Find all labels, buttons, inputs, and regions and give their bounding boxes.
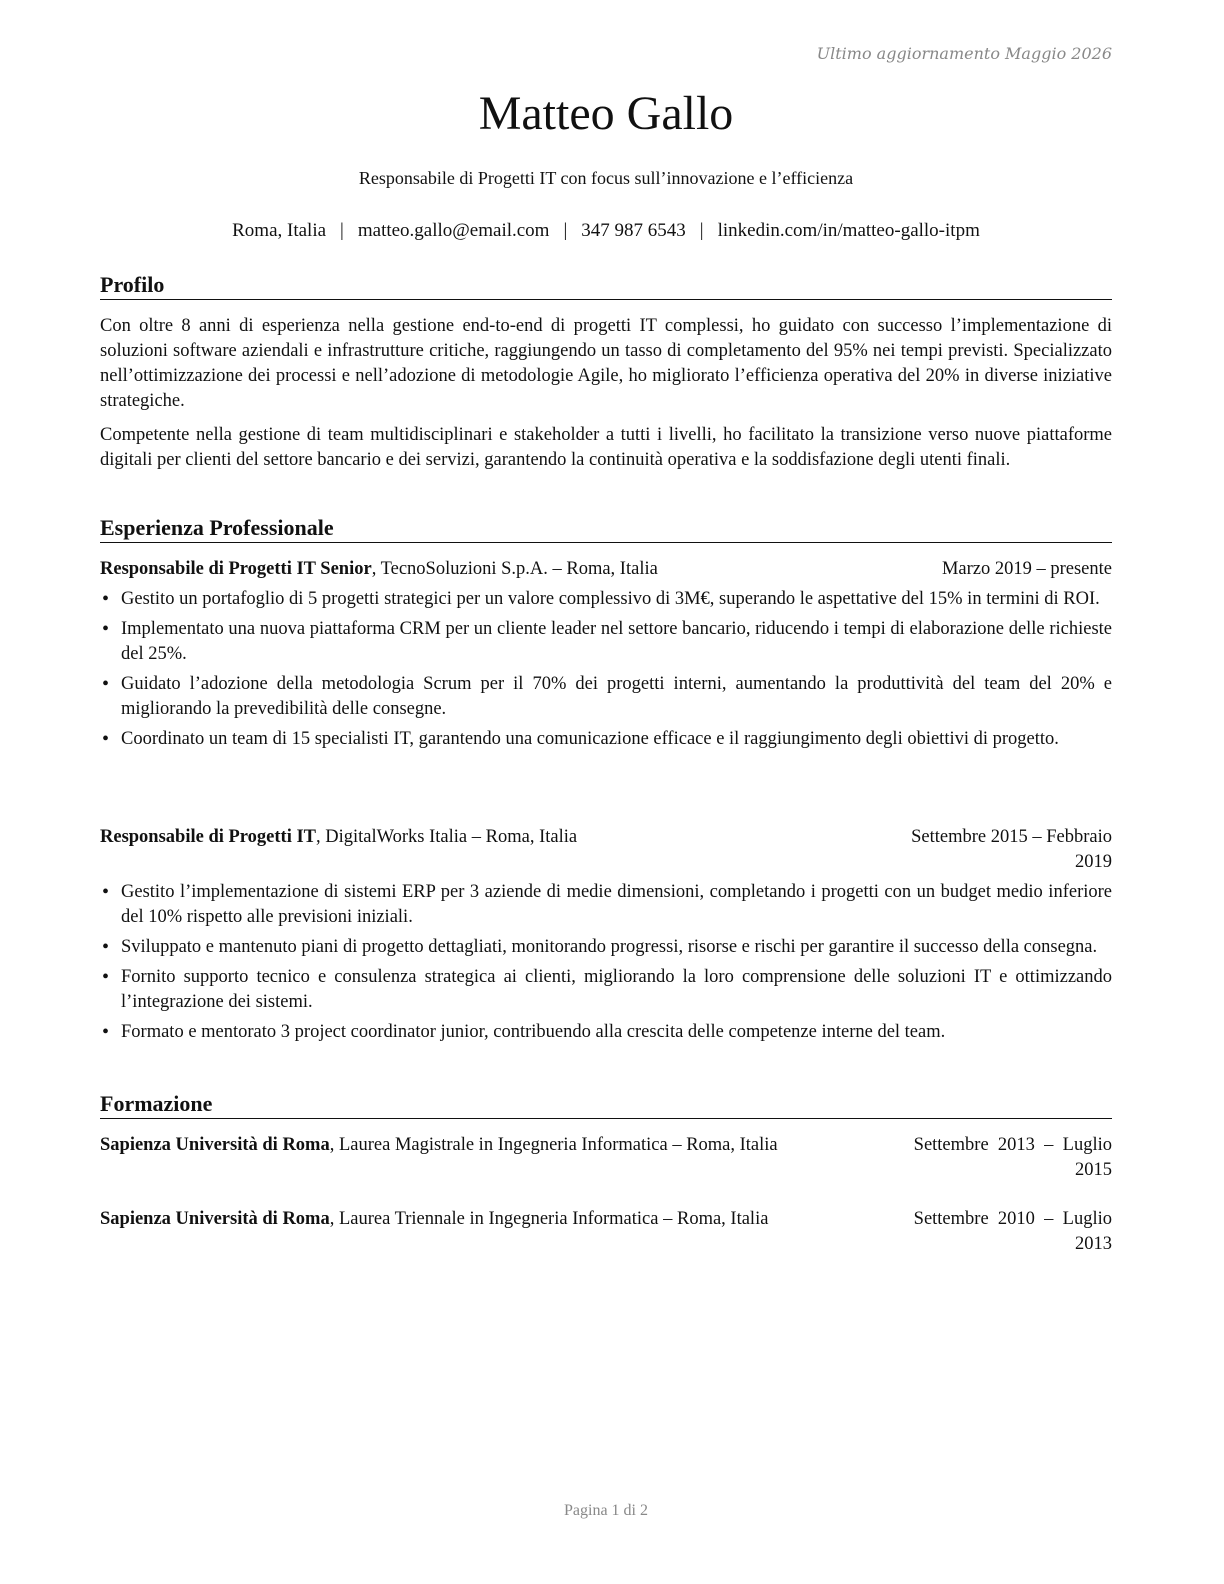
candidate-name: Matteo Gallo xyxy=(478,87,734,140)
location: Roma, Italia xyxy=(232,220,327,241)
resume-page xyxy=(100,0,1112,1584)
education-dates xyxy=(914,1133,1112,1183)
job-bullets xyxy=(100,880,1112,1050)
job-company: , TecnoSoluzioni S.p.A. – Roma, Italia xyxy=(371,559,658,579)
education-degree: , Laurea Triennale in Ingegneria Informatica – Roma, Italia xyxy=(329,1209,769,1229)
section-title-profile: Profilo xyxy=(100,272,1112,300)
headline: Responsabile di Progetti IT con focus sull’innovazione e l’efficienza xyxy=(358,168,854,188)
job-company: , DigitalWorks Italia – Roma, Italia xyxy=(316,827,578,847)
job-dates-line: Settembre 2015 – Febbraio xyxy=(911,827,1112,847)
job-title-company xyxy=(100,557,658,582)
education-dates-line: Settembre 2010 – Luglio xyxy=(913,1209,1112,1229)
education-school: Sapienza Università di Roma xyxy=(100,1135,330,1155)
job-dates: Marzo 2019 – presente xyxy=(941,559,1112,579)
education-school-degree xyxy=(100,1207,768,1232)
education-degree: , Laurea Magistrale in Ingegneria Informatica – Roma, Italia xyxy=(329,1135,778,1155)
section-title-education: Formazione xyxy=(100,1091,1112,1119)
list-item: • Implementato una nuova piattaforma CRM per un cliente leader nel settore bancario, riducendo i tempi di elaborazione delle richieste del 25%. xyxy=(100,617,1112,667)
education-dates-line: 2013 xyxy=(1075,1234,1112,1254)
contact-line xyxy=(100,220,1112,242)
page-number: Pagina 1 di 2 xyxy=(564,1502,648,1519)
job-role: Responsabile di Progetti IT Senior xyxy=(100,559,372,579)
email-link[interactable]: matteo.gallo@email.com xyxy=(357,220,550,241)
separator: | xyxy=(340,220,344,241)
profile-paragraph: Con oltre 8 anni di esperienza nella gestione end-to-end di progetti IT complessi, ho guidato con successo l’implementazione di soluzioni software aziendali e infrastrutture critiche, raggiungendo un tasso di completamento del 95% nei tempi previsti. Specializzato nell’ottimizzazione dei processi e nell’adozione di metodologie Agile, ho migliorato l’efficienza operativa del 20% in diverse iniziative strategiche. xyxy=(100,316,1112,411)
job-role: Responsabile di Progetti IT xyxy=(100,827,317,847)
job-dates-line: 2019 xyxy=(1075,852,1112,872)
list-item: • Fornito supporto tecnico e consulenza strategica ai clienti, migliorando la loro comprensione delle soluzioni IT e ottimizzando l’integrazione dei sistemi. xyxy=(100,965,1112,1015)
list-item: • Formato e mentorato 3 project coordinator junior, contribuendo alla crescita delle competenze interne del team. xyxy=(100,1020,1112,1045)
last-updated: Ultimo aggiornamento Maggio 2026 xyxy=(816,44,1112,63)
linkedin-link[interactable]: linkedin.com/in/matteo-gallo-itpm xyxy=(717,220,980,241)
job-bullets xyxy=(100,587,1112,757)
phone: 347 987 6543 xyxy=(581,220,686,241)
job-title-company xyxy=(100,825,577,850)
education-school-degree xyxy=(100,1133,778,1158)
education-dates-line: 2015 xyxy=(1075,1160,1112,1180)
list-item: • Guidato l’adozione della metodologia Scrum per il 70% dei progetti interni, aumentando la produttività del team del 20% e migliorando la prevedibilità delle consegne. xyxy=(100,672,1112,722)
separator: | xyxy=(563,220,568,241)
separator: | xyxy=(699,220,704,241)
list-item: • Gestito un portafoglio di 5 progetti strategici per un valore complessivo di 3M€, superando le aspettative del 15% in termini di ROI. xyxy=(100,587,1112,612)
section-title-experience: Esperienza Professionale xyxy=(100,515,1112,543)
profile-paragraph: Competente nella gestione di team multidisciplinari e stakeholder a tutti i livelli, ho facilitato la transizione verso nuove piattaforme digitali per clienti del settore bancario e dei servizi, garantendo la continuità operativa e la soddisfazione degli utenti finali. xyxy=(100,425,1112,470)
education-school: Sapienza Università di Roma xyxy=(100,1209,330,1229)
list-item: • Sviluppato e mantenuto piani di progetto dettagliati, monitorando progressi, risorse e rischi per garantire il successo della consegna. xyxy=(100,935,1112,960)
job-dates xyxy=(911,825,1112,875)
education-dates-line: Settembre 2013 – Luglio xyxy=(913,1135,1112,1155)
list-item: • Gestito l’implementazione di sistemi ERP per 3 aziende di medie dimensioni, completando i progetti con un budget medio inferiore del 10% rispetto alle previsioni iniziali. xyxy=(100,880,1112,930)
education-dates xyxy=(914,1207,1112,1257)
list-item: • Coordinato un team di 15 specialisti IT, garantendo una comunicazione efficace e il raggiungimento degli obiettivi di progetto. xyxy=(100,727,1112,752)
